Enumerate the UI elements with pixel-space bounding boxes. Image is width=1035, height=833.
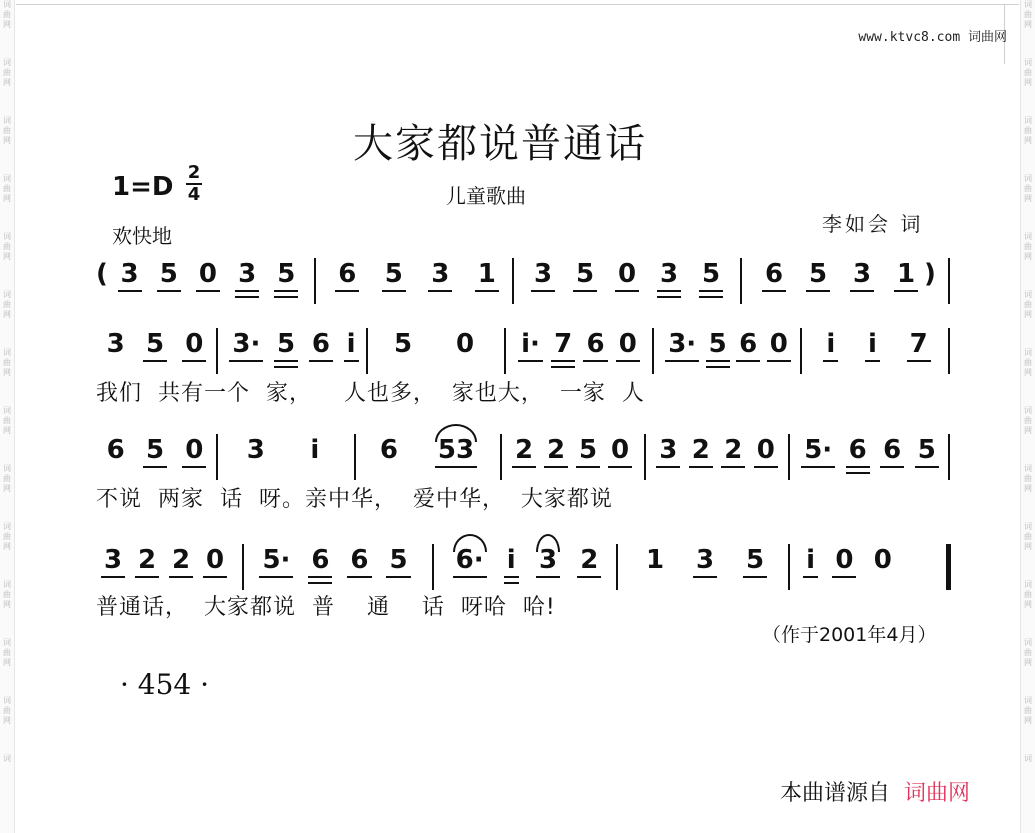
watermark-char: 曲 (1024, 10, 1032, 19)
note: 3· (665, 328, 699, 362)
lyrics-line-4: 普通话， 大家都说 普 通 话 呀哈 哈! (96, 595, 556, 620)
note: 5· (259, 544, 293, 578)
watermark-char: 曲 (3, 242, 11, 251)
measure (630, 544, 780, 594)
watermark-text (1021, 0, 1035, 764)
watermark-char: 词 (1024, 522, 1032, 531)
watermark-char: 网 (3, 194, 11, 203)
watermark-char: 曲 (1024, 474, 1032, 483)
note: 5 (274, 258, 298, 292)
watermark-char: 网 (3, 658, 11, 667)
watermark-char: 网 (3, 136, 11, 145)
note: 3 (428, 258, 452, 292)
measure (522, 258, 732, 308)
note: i (823, 328, 838, 362)
watermark-char: 网 (3, 426, 11, 435)
watermark-char: 曲 (1024, 242, 1032, 251)
measure (360, 434, 494, 484)
note: 5 (806, 258, 830, 292)
notation-line-1 (96, 258, 956, 318)
watermark-char: 曲 (3, 590, 11, 599)
watermark-char: 网 (3, 716, 11, 725)
bar-line (216, 434, 218, 480)
note: 3 (657, 258, 681, 292)
note: 6 (846, 434, 870, 468)
bar-line (314, 258, 316, 304)
watermark-char: 网 (1024, 252, 1032, 261)
bar-line (512, 258, 514, 304)
time-top: 2 (187, 162, 201, 183)
measure (796, 544, 902, 594)
open-paren: ( (96, 259, 108, 289)
bar-line (800, 328, 802, 374)
watermark-char: 词 (1024, 406, 1032, 415)
key-signature: 1=D (112, 172, 174, 202)
note: 6 (335, 258, 359, 292)
note (453, 544, 487, 578)
bar-line (432, 544, 434, 590)
watermark-char: 网 (1024, 78, 1032, 87)
note: 3 (850, 258, 874, 292)
note: 0 (196, 258, 220, 292)
watermark-char: 网 (1024, 136, 1032, 145)
website-name[interactable]: 词曲网 (967, 30, 1007, 45)
note: 0 (182, 434, 206, 468)
note: 0 (182, 328, 206, 362)
watermark-char: 曲 (1024, 706, 1032, 715)
note: 5 (437, 435, 456, 465)
bar-line (366, 328, 368, 374)
note: 5 (706, 328, 730, 362)
watermark-char: 词 (3, 232, 11, 241)
note: 2 (169, 544, 193, 578)
note: i (504, 544, 519, 578)
note: 5 (157, 258, 181, 292)
note: 0 (455, 329, 475, 359)
measure (752, 258, 928, 308)
note: 5· (801, 434, 835, 468)
measure (110, 258, 306, 308)
tie-arc (435, 424, 477, 442)
note: 7 (907, 328, 931, 362)
time-bottom: 4 (187, 184, 201, 205)
watermark-char: 词 (3, 522, 11, 531)
note: 3 (693, 544, 717, 578)
measure (662, 328, 794, 378)
watermark-char: 词 (3, 58, 11, 67)
note: 0 (832, 544, 856, 578)
watermark-char: 网 (1024, 194, 1032, 203)
watermark-char: 曲 (1024, 648, 1032, 657)
time-signature (186, 164, 202, 204)
note: 0 (754, 434, 778, 468)
watermark-char: 网 (3, 252, 11, 261)
note: 6 (379, 435, 399, 465)
watermark-char: 词 (3, 638, 11, 647)
watermark-char: 词 (3, 754, 11, 763)
note: 3 (106, 329, 125, 359)
watermark-char: 词 (3, 464, 11, 473)
watermark-char: 网 (3, 368, 11, 377)
note: 3 (246, 435, 265, 465)
watermark-char: 词 (3, 116, 11, 125)
measure (96, 544, 232, 594)
note: 1 (475, 258, 499, 292)
watermark-char: 词 (1024, 754, 1032, 763)
composition-date-note: （作于2001年4月） (762, 624, 937, 646)
final-bar-line (946, 544, 951, 590)
note: 3 (101, 544, 125, 578)
note: 2 (689, 434, 713, 468)
note: 2 (544, 434, 568, 468)
watermark-char: 词 (3, 0, 11, 9)
watermark-char: 词 (3, 348, 11, 357)
watermark-char: 曲 (3, 416, 11, 425)
watermark-char: 词 (3, 174, 11, 183)
watermark-char: 曲 (1024, 532, 1032, 541)
watermark-char: 曲 (3, 474, 11, 483)
measure (444, 544, 610, 594)
note: i (344, 328, 359, 362)
watermark-char: 网 (1024, 716, 1032, 725)
note: i (803, 544, 818, 578)
note: 0 (203, 544, 227, 578)
watermark-char: 网 (1024, 310, 1032, 319)
note: 3· (229, 328, 263, 362)
watermark-char: 曲 (1024, 358, 1032, 367)
tie-arc (453, 534, 487, 552)
note: 6 (308, 544, 332, 578)
note: 1 (894, 258, 918, 292)
watermark-char: 曲 (3, 358, 11, 367)
note: 5 (143, 328, 167, 362)
watermark-char: 词 (3, 290, 11, 299)
measure (652, 434, 782, 484)
measure (372, 328, 496, 378)
bar-line (644, 434, 646, 480)
note: i (310, 435, 320, 465)
note: 2 (721, 434, 745, 468)
measure (810, 328, 944, 378)
bar-line (948, 328, 950, 374)
measure (224, 328, 364, 378)
website-url[interactable]: www.ktvc8.com (858, 30, 961, 45)
watermark-char: 曲 (3, 532, 11, 541)
bar-line (504, 328, 506, 374)
note: 5 (393, 329, 413, 359)
measure (508, 434, 636, 484)
watermark-char: 网 (1024, 542, 1032, 551)
watermark-char: 网 (1024, 658, 1032, 667)
note: 0 (615, 258, 639, 292)
watermark-char: 曲 (3, 706, 11, 715)
note: 5 (143, 434, 167, 468)
bar-line (242, 544, 244, 590)
watermark-char: 网 (3, 310, 11, 319)
note: 0 (616, 328, 640, 362)
watermark-char: 网 (1024, 20, 1032, 29)
note: 5 (274, 328, 298, 362)
watermark-char: 曲 (1024, 184, 1032, 193)
lyricist-credit: 李如会 词 (822, 212, 924, 236)
note: 6 (309, 328, 333, 362)
watermark-char: 词 (1024, 0, 1032, 9)
note: 6· (455, 545, 484, 575)
note: i (865, 328, 880, 362)
note: 5 (743, 544, 767, 578)
note: 5 (915, 434, 939, 468)
bar-line (788, 544, 790, 590)
lyrics-line-3: 不说 两家 话 呀。亲中华， 爱中华， 大家都说 (96, 487, 613, 512)
bar-line (740, 258, 742, 304)
note: 7 (551, 328, 575, 362)
note: 6 (736, 328, 760, 362)
watermark-char: 曲 (3, 184, 11, 193)
close-paren: ) (924, 259, 936, 289)
source-site-link[interactable]: 词曲网 (904, 781, 971, 806)
watermark-char: 网 (1024, 426, 1032, 435)
measure (796, 434, 944, 484)
watermark-char: 网 (1024, 600, 1032, 609)
watermark-char: 词 (1024, 348, 1032, 357)
note: 2 (512, 434, 536, 468)
measure (224, 434, 342, 484)
song-genre: 儿童歌曲 (446, 184, 526, 208)
measure (514, 328, 644, 378)
note (536, 544, 560, 578)
note: 3 (656, 434, 680, 468)
note: 6 (106, 435, 125, 465)
bar-line (616, 544, 618, 590)
watermark-char: 网 (3, 542, 11, 551)
watermark-char: 网 (3, 600, 11, 609)
note: 3 (538, 545, 558, 575)
note: 5 (699, 258, 723, 292)
note: 2 (577, 544, 601, 578)
note: 2 (135, 544, 159, 578)
source-credit (780, 776, 970, 807)
watermark-char: 曲 (3, 126, 11, 135)
note: 1 (645, 545, 665, 575)
watermark-char: 曲 (1024, 126, 1032, 135)
measure (324, 258, 510, 308)
tie-arc (536, 534, 560, 552)
note: 3 (455, 435, 475, 465)
bar-line (216, 328, 218, 374)
watermark-char: 网 (3, 78, 11, 87)
frame-top (16, 4, 1019, 5)
note: 0 (873, 545, 892, 575)
page-number: · 454 · (120, 668, 210, 701)
right-watermark-strip (1020, 0, 1035, 833)
measure (96, 434, 214, 484)
lyrics-line-2: 我们 共有一个 家， 人也多， 家也大， 一家 人 (96, 381, 645, 406)
bar-line (788, 434, 790, 480)
note: 5 (386, 544, 410, 578)
note: 3 (118, 258, 142, 292)
bar-line (948, 434, 950, 480)
website-header[interactable] (858, 26, 1007, 45)
bar-line (354, 434, 356, 480)
watermark-char: 网 (3, 20, 11, 29)
watermark-char: 网 (1024, 368, 1032, 377)
watermark-char: 词 (1024, 464, 1032, 473)
watermark-char: 词 (3, 406, 11, 415)
watermark-char: 曲 (3, 300, 11, 309)
bar-line (652, 328, 654, 374)
watermark-char: 曲 (3, 10, 11, 19)
watermark-char: 词 (1024, 232, 1032, 241)
note: i· (518, 328, 543, 362)
watermark-char: 词 (3, 696, 11, 705)
note: 6 (762, 258, 786, 292)
watermark-char: 网 (3, 484, 11, 493)
note: 5 (576, 434, 600, 468)
note: 6 (583, 328, 607, 362)
watermark-char: 词 (1024, 638, 1032, 647)
note: 6 (347, 544, 371, 578)
watermark-char: 曲 (3, 648, 11, 657)
measure (252, 544, 418, 594)
measure (96, 328, 214, 378)
note: 3 (235, 258, 259, 292)
watermark-char: 词 (1024, 58, 1032, 67)
watermark-char: 词 (1024, 290, 1032, 299)
watermark-char: 曲 (1024, 300, 1032, 309)
watermark-char: 曲 (1024, 590, 1032, 599)
song-title: 大家都说普通话 (353, 121, 647, 167)
note: 6 (880, 434, 904, 468)
watermark-char: 网 (1024, 484, 1032, 493)
watermark-char: 词 (1024, 174, 1032, 183)
watermark-char: 曲 (3, 68, 11, 77)
watermark-char: 词 (3, 580, 11, 589)
note: 3 (531, 258, 555, 292)
note: 5 (382, 258, 406, 292)
note (435, 434, 477, 468)
note: 5 (573, 258, 597, 292)
watermark-char: 曲 (1024, 68, 1032, 77)
watermark-char: 词 (1024, 580, 1032, 589)
source-prefix: 本曲谱源自 (780, 781, 891, 806)
bar-line (948, 258, 950, 304)
note: 0 (608, 434, 632, 468)
watermark-char: 曲 (1024, 416, 1032, 425)
tempo-marking: 欢快地 (112, 224, 172, 248)
bar-line (500, 434, 502, 480)
watermark-char: 词 (1024, 696, 1032, 705)
watermark-char: 词 (1024, 116, 1032, 125)
note: 0 (767, 328, 791, 362)
